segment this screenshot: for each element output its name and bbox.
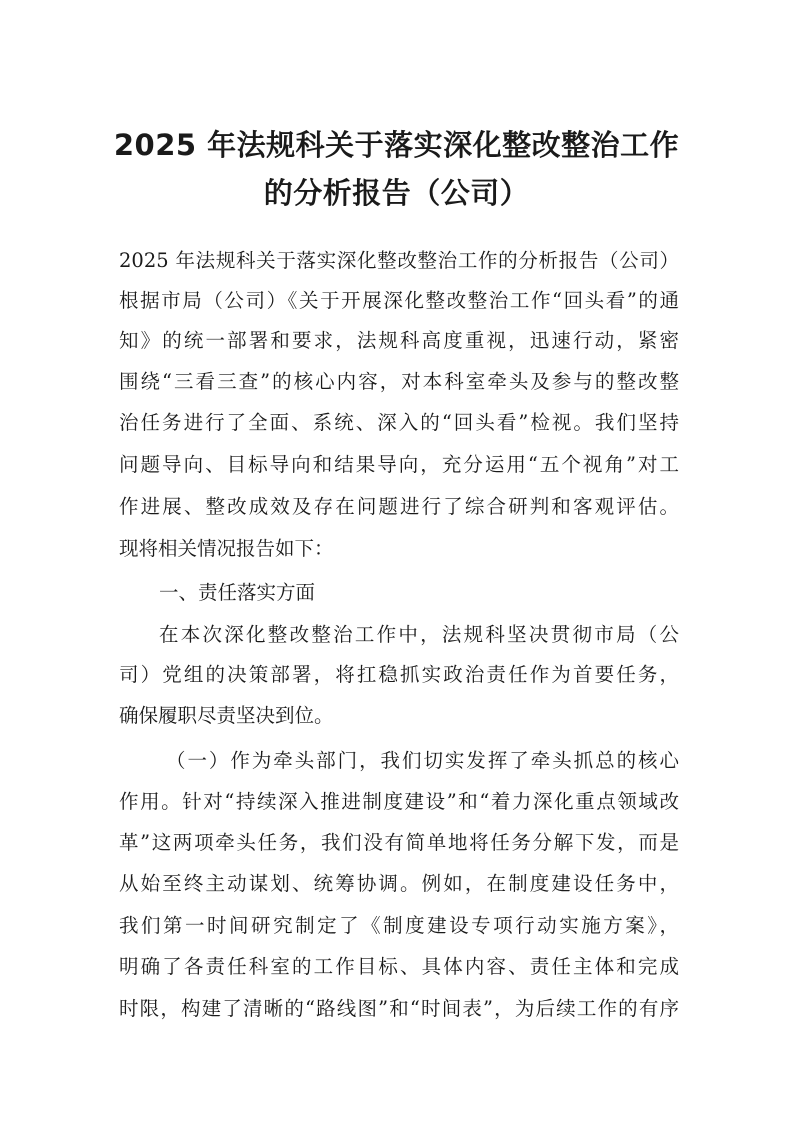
body-line: 在本次深化整改整治工作中，法规科坚决贯彻市局（公 bbox=[159, 623, 679, 646]
body-line: 2025 年法规科关于落实深化整改整治工作的分析报告（公司） bbox=[119, 249, 679, 272]
document-title-line-1: 2025 年法规科关于落实深化整改整治工作 bbox=[113, 128, 680, 162]
body-line: 作进展、整改成效及存在问题进行了综合研判和客观评估。 bbox=[119, 495, 679, 518]
body-line: 问题导向、目标导向和结果导向，充分运用“五个视角”对工 bbox=[119, 453, 679, 476]
body-line: 时限，构建了清晰的“路线图”和“时间表”，为后续工作的有序 bbox=[119, 997, 679, 1020]
section-heading: 一、责任落实方面 bbox=[159, 581, 316, 604]
body-line: 治任务进行了全面、系统、深入的“回头看”检视。我们坚持 bbox=[119, 411, 679, 434]
document-title-line-2: 的分析报告（公司） bbox=[263, 176, 530, 210]
body-line: 从始至终主动谋划、统筹协调。例如，在制度建设任务中， bbox=[119, 872, 679, 895]
body-line: 革”这两项牵头任务，我们没有简单地将任务分解下发，而是 bbox=[119, 831, 679, 854]
body-line: 确保履职尽责坚决到位。 bbox=[119, 704, 334, 727]
body-line: 明确了各责任科室的工作目标、具体内容、责任主体和完成 bbox=[119, 955, 679, 978]
body-line: 根据市局（公司）《关于开展深化整改整治工作“回头看”的通 bbox=[119, 289, 679, 312]
body-line: 现将相关情况报告如下： bbox=[119, 537, 334, 560]
body-line: 知》的统一部署和要求，法规科高度重视，迅速行动，紧密 bbox=[119, 329, 679, 352]
body-line: 围绕“三看三查”的核心内容，对本科室牵头及参与的整改整 bbox=[119, 370, 679, 393]
body-line: 作用。针对“持续深入推进制度建设”和“着力深化重点领域改 bbox=[119, 790, 679, 813]
body-line: 司）党组的决策部署，将扛稳抓实政治责任作为首要任务， bbox=[119, 663, 679, 686]
body-line: （一）作为牵头部门，我们切实发挥了牵头抓总的核心 bbox=[166, 749, 679, 772]
body-line: 我们第一时间研究制定了《制度建设专项行动实施方案》， bbox=[119, 914, 679, 937]
